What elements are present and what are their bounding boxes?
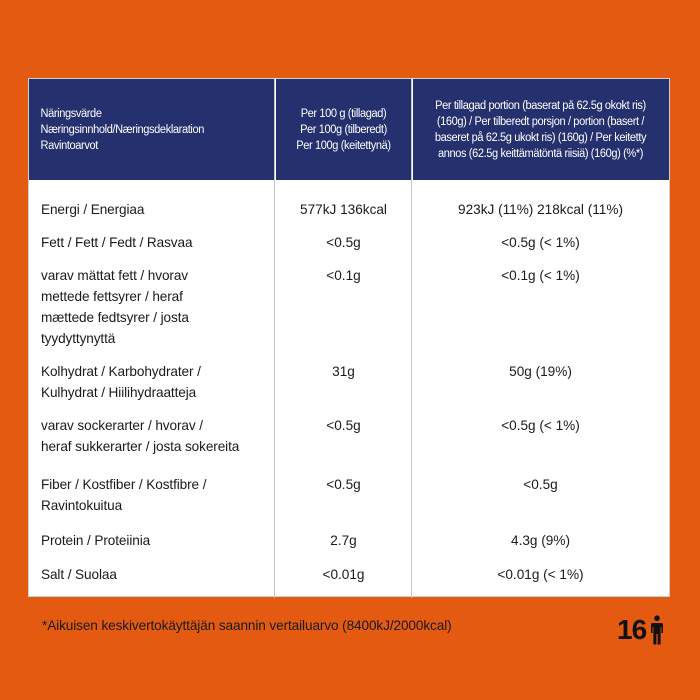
nutrient-label [41, 474, 271, 516]
header-per-100g-label: Per 100g (keitettynä) [296, 139, 391, 152]
per-portion-value: 4.3g (9%) [511, 533, 570, 548]
per-100g-value: <0.5g [326, 477, 361, 492]
nutrient-label-line: varav mättat fett / hvorav [41, 268, 188, 283]
header-nutrient-label: Næringsinnhold/Næringsdeklaration [40, 123, 204, 136]
per-100g-value: 2.7g [330, 533, 357, 548]
nutrient-label-line: Fiber / Kostfiber / Kostfibre / [41, 477, 207, 492]
nutrient-label-line: mettede fettsyrer / heraf [41, 289, 183, 304]
nutrient-label [41, 199, 271, 220]
column-divider [411, 79, 412, 598]
per-portion-value: <0.01g (< 1%) [497, 567, 584, 582]
nutrient-label [41, 530, 271, 551]
nutrient-label-line: mættede fedtsyrer / josta [41, 310, 189, 325]
per-portion-value: <0.5g [523, 477, 558, 492]
header-nutrient-label: Ravintoarvot [40, 139, 98, 152]
nutrient-label-line: Protein / Proteiinia [41, 533, 151, 548]
nutrient-label-line: heraf sukkerarter / josta sokereita [41, 439, 240, 454]
nutrient-label [41, 564, 271, 585]
header-per-portion-column [417, 79, 664, 180]
nutrition-table [28, 78, 670, 597]
per-portion-value: <0.1g (< 1%) [501, 268, 580, 283]
servings-badge [617, 610, 664, 650]
nutrient-label-line: tyydyttynyttä [41, 331, 116, 346]
header-per-portion-label: (160g) / Per tilberedt porsjon / portion (basert / [436, 115, 645, 128]
nutrient-label-line: Kolhydrat / Karbohydrater / [41, 364, 201, 379]
header-per-portion-label: annos (62.5g keittämätöntä riisiä) (160g) (%*) [437, 147, 644, 160]
nutrient-label [41, 232, 271, 253]
per-portion-value: 50g (19%) [509, 364, 572, 379]
header-per-portion-label: Per tillagad portion (baserat på 62.5g okokt ris) [435, 99, 646, 112]
header-per-100g-label: Per 100g (tilberedt) [300, 123, 387, 136]
servings-count: 16 [617, 614, 647, 645]
per-100g-value: <0.1g [326, 268, 361, 283]
header-nutrient-label: Näringsvärde [40, 107, 102, 120]
header-per-100g-column [278, 79, 410, 180]
per-100g-value: <0.5g [326, 418, 361, 433]
per-portion-value: <0.5g (< 1%) [501, 418, 580, 433]
header-per-100g-label: Per 100 g (tillagad) [300, 107, 387, 120]
person-icon [650, 615, 664, 645]
nutrient-label-line: Ravintokuitua [41, 498, 123, 513]
per-100g-value: 577kJ 136kcal [300, 202, 387, 217]
nutrient-label-line: Energi / Energiaa [41, 202, 145, 217]
per-100g-value: 31g [332, 364, 355, 379]
nutrient-label [41, 265, 271, 349]
nutrient-label-line: Fett / Fett / Fedt / Rasvaa [41, 235, 193, 250]
nutrient-label [41, 361, 271, 403]
nutrient-label-line: Salt / Suolaa [41, 567, 117, 582]
nutrient-label-line: varav sockerarter / hvorav / [41, 418, 203, 433]
header-nutrient-column [29, 79, 265, 180]
table-header [29, 79, 669, 180]
per-portion-value: <0.5g (< 1%) [501, 235, 580, 250]
column-divider [274, 79, 275, 598]
per-100g-value: <0.5g [326, 235, 361, 250]
nutrient-label [41, 415, 271, 457]
per-portion-value: 923kJ (11%) 218kcal (11%) [458, 202, 623, 217]
per-100g-value: <0.01g [322, 567, 365, 582]
footnote: *Aikuisen keskivertokäyttäjän saannin vertailuarvo (8400kJ/2000kcal) [42, 618, 452, 633]
header-per-portion-label: baseret på 62.5g ukokt ris) (160g) / Per keitetty [434, 131, 647, 144]
nutrient-label-line: Kulhydrat / Hiilihydraatteja [41, 385, 197, 400]
